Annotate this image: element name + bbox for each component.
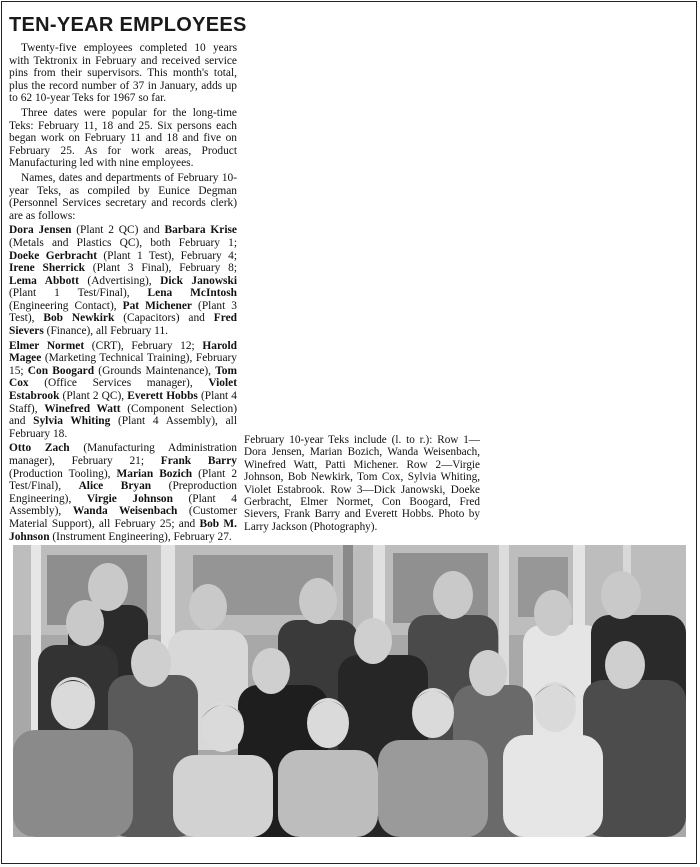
employee-name: Harold Magee <box>9 339 237 365</box>
employee-department: (Plant 2 QC) and <box>71 224 165 237</box>
employee-department: (Preproduction Engineering), <box>9 480 237 505</box>
article-headline: TEN-YEAR EMPLOYEES <box>9 14 247 36</box>
employee-department: (Plant 3 Final), February 8; <box>84 262 237 275</box>
employee-name: Doeke Gerbracht <box>9 249 97 262</box>
employee-department: (Production Tooling), <box>9 467 117 480</box>
employee-name: Marian Bozich <box>116 467 193 480</box>
employee-name: Elmer Normet <box>9 339 85 352</box>
employee-department: (Plant 1 Test), February 4; <box>96 249 237 262</box>
employee-department: (CRT), February 12; <box>84 339 203 352</box>
employee-department: (Customer Material Support), all February 25; and <box>9 505 237 530</box>
article-paragraph: Twenty-five employees completed 10 years with Tektronix in February and received service pins from their supervisors. This month's total, plus the record number of 37 in January, adds up to 62 10-year Teks for 1967 so far. <box>9 42 237 105</box>
article-body <box>9 42 237 545</box>
employee-department: (Plant 4 Assembly), <box>9 492 237 518</box>
employee-name: Tom Cox <box>9 364 237 390</box>
employee-department: (Plant 2 QC), <box>59 390 128 403</box>
employee-list-group <box>9 224 237 337</box>
employee-name: Lema Abbott <box>9 274 79 287</box>
employee-department: (Marketing Technical Training), February 15; <box>9 352 237 377</box>
employee-name: Bob Newkirk <box>43 312 115 325</box>
group-photograph <box>13 545 686 837</box>
employee-name: Fred Sievers <box>9 312 237 338</box>
employee-department: (Advertising), <box>78 274 161 287</box>
employee-department: (Plant 1 Test/Final), <box>9 287 148 300</box>
employee-department: (Finance), all February 11. <box>43 325 168 338</box>
employee-name: Wanda Weisenbach <box>72 505 178 518</box>
employee-name: Alice Bryan <box>78 480 152 493</box>
employee-list-group <box>9 442 237 543</box>
employee-department: (Office Services manager), <box>28 377 209 390</box>
employee-department: (Instrument Engineering), February 27. <box>49 530 232 543</box>
employee-list-group <box>9 340 237 441</box>
employee-department: (Plant 3 Test), <box>9 299 237 325</box>
employee-name: Virgie Johnson <box>86 492 173 505</box>
employee-department: (Component Selection) and <box>9 402 237 428</box>
employee-name: Pat Michener <box>122 299 192 312</box>
employee-department: (Metals and Plastics QC), both February 1; <box>9 236 237 249</box>
employee-department: (Engineering Contact), <box>9 299 123 312</box>
employee-name: Barbara Krise <box>164 224 237 237</box>
employee-department: (Grounds Maintenance), <box>94 364 216 377</box>
employee-name: Bob M. Johnson <box>9 517 238 543</box>
employee-name: Con Boogard <box>27 364 95 377</box>
employee-name: Dick Janowski <box>160 274 237 287</box>
employee-name: Everett Hobbs <box>127 390 198 403</box>
group-photo-illustration <box>13 545 686 837</box>
employee-name: Dora Jensen <box>9 224 72 237</box>
employee-name: Frank Barry <box>160 455 237 467</box>
employee-name: Otto Zach <box>9 442 70 455</box>
employee-name: Irene Sherrick <box>9 262 85 275</box>
employee-department: (Manufacturing Administration manager), February 21; <box>9 442 237 467</box>
employee-department: (Capacitors) and <box>114 312 214 325</box>
article-paragraph: Three dates were popular for the long-time Teks: February 11, 18 and 25. Six persons each began work on February 11 and 18 and five on February 25. As for work areas, Product Manufacturing led with nine employees. <box>9 106 237 170</box>
employee-department: (Plant 4 Staff), <box>9 390 237 415</box>
employee-name: Sylvia Whiting <box>33 415 111 428</box>
employee-name: Winefred Watt <box>44 402 121 415</box>
employee-department: (Plant 4 Assembly), all February 18. <box>9 415 237 440</box>
employee-name: Lena McIntosh <box>147 287 237 300</box>
employee-name: Violet Estabrook <box>9 377 237 403</box>
employee-department: (Plant 2 Test/Final), <box>9 467 238 493</box>
article-paragraph: Names, dates and departments of February 10-year Teks, as compiled by Eunice Degman (Personnel Services secretary and records clerk) are as follows: <box>9 171 237 222</box>
photo-caption: February 10-year Teks include (l. to r.): Row 1—Dora Jensen, Marian Bozich, Wanda Weisenbach, Winefred Watt, Patti Michener. Row 2—Virgie Johnson, Bob Newkirk, Tom Cox, Sylvia Whiting, Violet Estabrook. Row 3—Dick Janowski, Doeke Gerbracht, Elmer Normet, Con Boogard, Fred Sievers, Frank Barry and Everett Hobbs. Photo by Larry Jackson (Photography). <box>244 434 480 533</box>
